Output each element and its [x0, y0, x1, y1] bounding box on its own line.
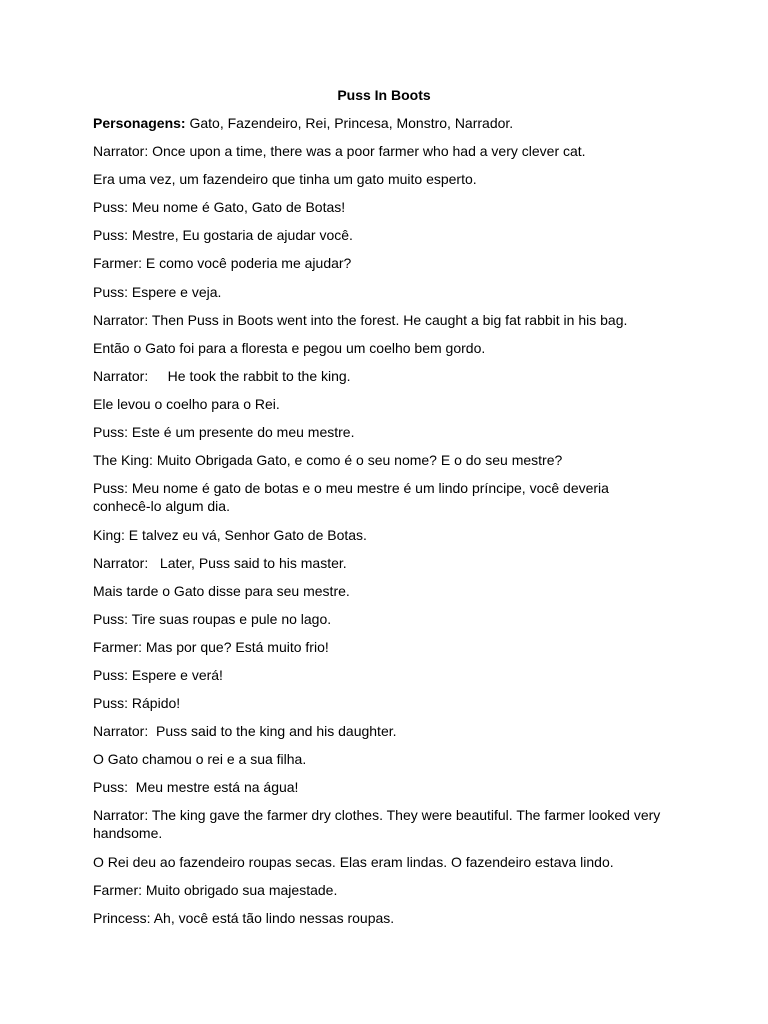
dialogue-line: Era uma vez, um fazendeiro que tinha um gato muito esperto.: [93, 171, 477, 188]
dialogue-line: Farmer: E como você poderia me ajudar?: [93, 255, 352, 272]
dialogue-line: Narrator: Then Puss in Boots went into the forest. He caught a big fat rabbit in his bag.: [93, 311, 628, 328]
dialogue-line: Princess: Ah, você está tão lindo nessas roupas.: [93, 909, 395, 926]
dialogue-line: Puss: Este é um presente do meu mestre.: [93, 424, 355, 441]
dialogue-line: Puss: Meu nome é Gato, Gato de Botas!: [93, 199, 346, 216]
dialogue-line: Farmer: Mas por que? Está muito frio!: [93, 638, 329, 655]
dialogue-line: King: E talvez eu vá, Senhor Gato de Botas.: [93, 526, 367, 543]
dialogue-line: O Gato chamou o rei e a sua filha.: [93, 751, 307, 768]
dialogue-line: Narrator: He took the rabbit to the king.: [93, 367, 351, 384]
dialogue-line: Puss: Meu mestre está na água!: [93, 779, 299, 796]
dialogue-line: Narrator: Puss said to the king and his daughter.: [93, 723, 397, 740]
dialogue-line: Ele levou o coelho para o Rei.: [93, 395, 280, 412]
document-title: Puss In Boots: [337, 87, 431, 103]
dialogue-line: Puss: Rápido!: [93, 695, 181, 712]
characters-line: [93, 114, 683, 132]
dialogue-line: O Rei deu ao fazendeiro roupas secas. Elas eram lindas. O fazendeiro estava lindo.: [93, 853, 614, 870]
characters-value: Gato, Fazendeiro, Rei, Princesa, Monstro, Narrador.: [185, 115, 514, 131]
dialogue-line: Puss: Espere e veja.: [93, 283, 222, 300]
dialogue-line: Narrator: Once upon a time, there was a poor farmer who had a very clever cat.: [93, 143, 586, 160]
dialogue-line: Então o Gato foi para a floresta e pegou um coelho bem gordo.: [93, 339, 486, 356]
dialogue-line: Narrator: The king gave the farmer dry clothes. They were beautiful. The farmer looked very handsome.: [93, 807, 661, 842]
characters-label: Personagens:: [93, 115, 186, 131]
dialogue-line: Puss: Meu nome é gato de botas e o meu mestre é um lindo príncipe, você deveria conhecê-lo algum dia.: [93, 480, 609, 515]
dialogue-line: Farmer: Muito obrigado sua majestade.: [93, 881, 338, 898]
dialogue-line: Mais tarde o Gato disse para seu mestre.: [93, 582, 350, 599]
document-body: [93, 114, 683, 937]
dialogue-line: The King: Muito Obrigada Gato, e como é o seu nome? E o do seu mestre?: [93, 452, 563, 469]
dialogue-line: Puss: Espere e verá!: [93, 666, 223, 683]
dialogue-line: Puss: Mestre, Eu gostaria de ajudar você.: [93, 227, 353, 244]
dialogue-line: Narrator: Later, Puss said to his master.: [93, 554, 347, 571]
dialogue-line: Puss: Tire suas roupas e pule no lago.: [93, 610, 332, 627]
